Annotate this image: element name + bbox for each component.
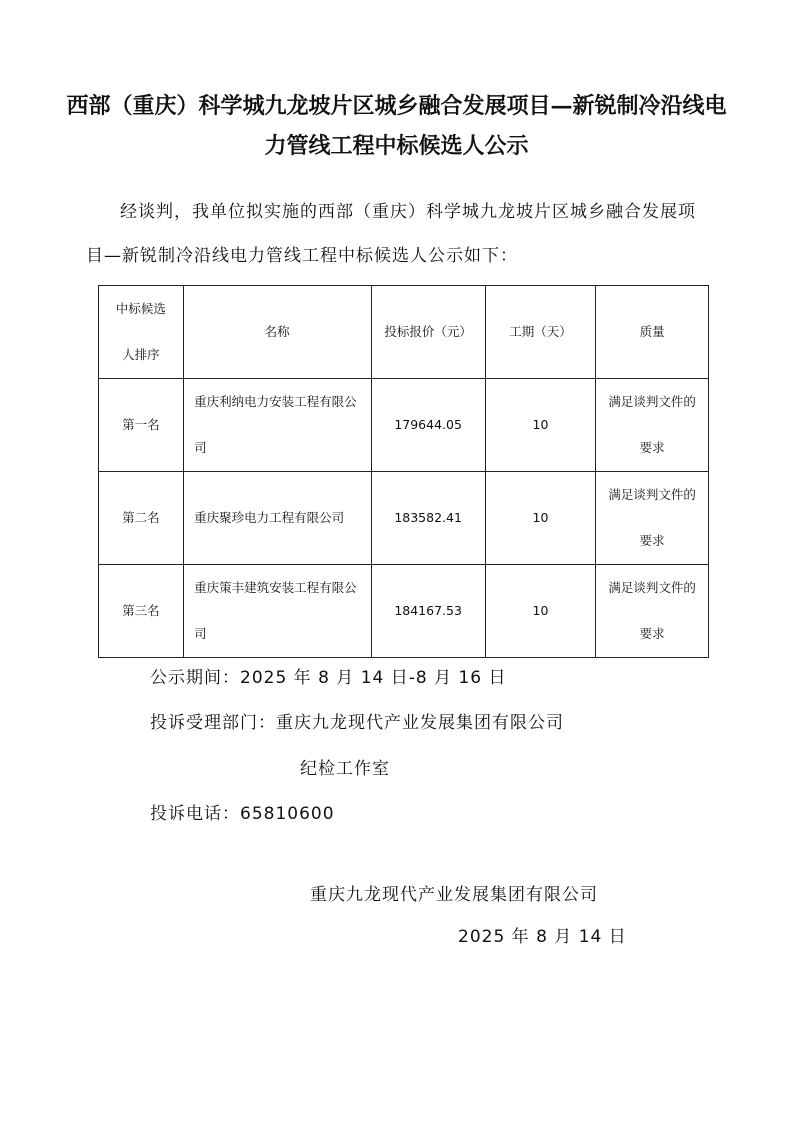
cell-rank: 第二名 [99, 472, 184, 565]
header-price: 投标报价（元） [371, 286, 485, 379]
signature-date: 2025 年 8 月 14 日 [458, 927, 627, 947]
notice-period: 公示期间：2025 年 8 月 14 日-8 月 16 日 [150, 668, 507, 688]
header-rank: 中标候选人排序 [99, 286, 184, 379]
cell-price: 184167.53 [371, 565, 485, 658]
candidate-table [98, 285, 709, 658]
table-row [99, 379, 709, 472]
cell-days: 10 [485, 472, 596, 565]
header-name: 名称 [183, 286, 371, 379]
cell-price: 179644.05 [371, 379, 485, 472]
signature-organization: 重庆九龙现代产业发展集团有限公司 [310, 885, 598, 905]
header-days: 工期（天） [485, 286, 596, 379]
table-header-row [99, 286, 709, 379]
cell-name: 重庆聚珍电力工程有限公司 [183, 472, 371, 565]
cell-rank: 第一名 [99, 379, 184, 472]
cell-rank: 第三名 [99, 565, 184, 658]
complaint-department: 投诉受理部门：重庆九龙现代产业发展集团有限公司 [150, 713, 564, 733]
cell-price: 183582.41 [371, 472, 485, 565]
cell-quality: 满足谈判文件的要求 [596, 472, 709, 565]
header-quality: 质量 [596, 286, 709, 379]
cell-quality: 满足谈判文件的要求 [596, 565, 709, 658]
cell-days: 10 [485, 565, 596, 658]
table-row [99, 472, 709, 565]
complaint-phone: 投诉电话：65810600 [150, 804, 335, 824]
cell-quality: 满足谈判文件的要求 [596, 379, 709, 472]
cell-name: 重庆利纳电力安装工程有限公司 [183, 379, 371, 472]
complaint-department-office: 纪检工作室 [300, 759, 390, 779]
cell-name: 重庆策丰建筑安装工程有限公司 [183, 565, 371, 658]
intro-paragraph: 经谈判，我单位拟实施的西部（重庆）科学城九龙坡片区城乡融合发展项目—新锐制冷沿线电力管线工程中标候选人公示如下： [86, 202, 696, 266]
table-row [99, 565, 709, 658]
cell-days: 10 [485, 379, 596, 472]
document-title: 西部（重庆）科学城九龙坡片区城乡融合发展项目—新锐制冷沿线电力管线工程中标候选人公示 [66, 93, 727, 159]
